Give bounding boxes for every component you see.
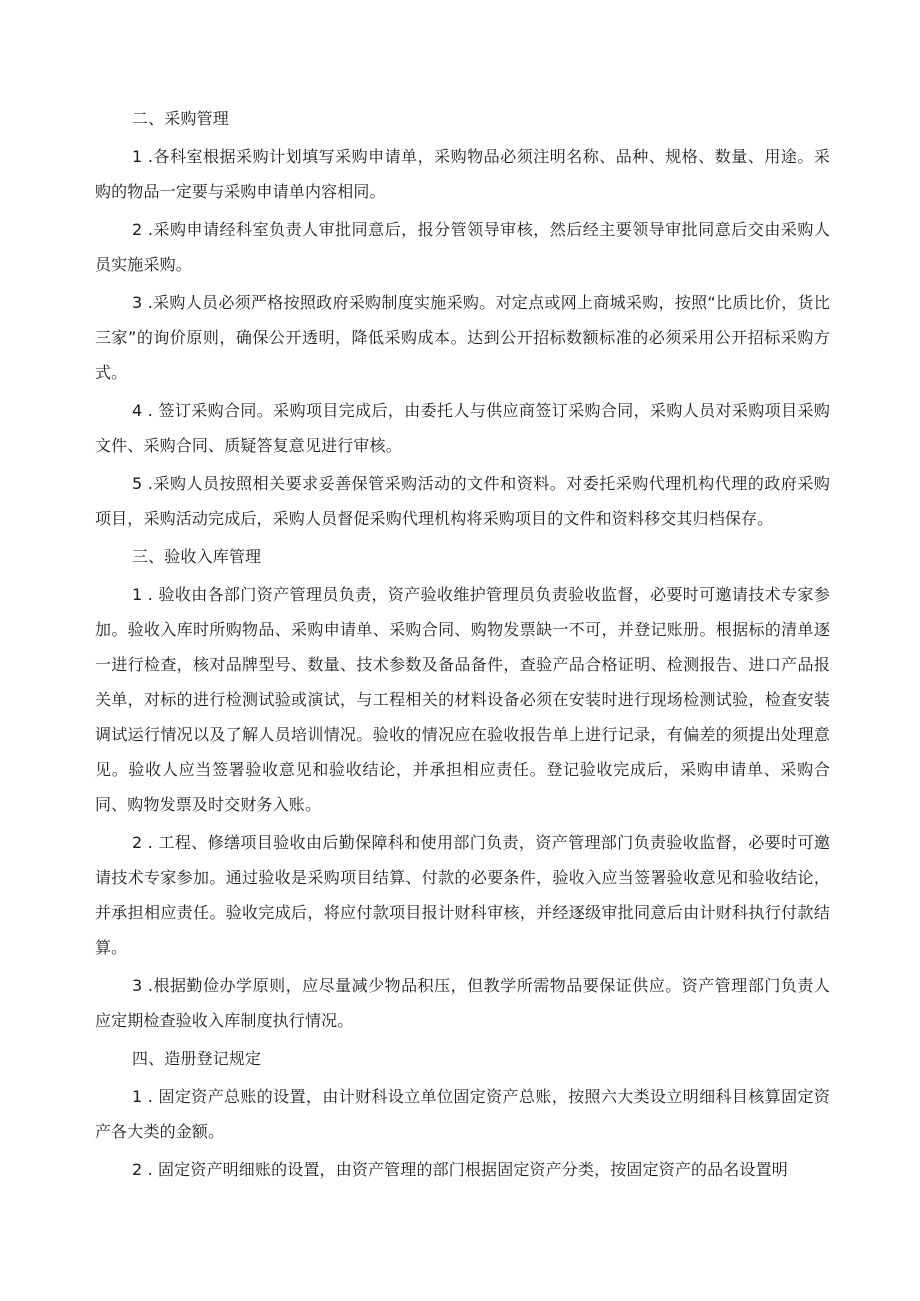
paragraph-procurement-1: 1 .各科室根据采购计划填写采购申请单，采购物品必须注明名称、品种、规格、数量、用途。采购的物品一定要与采购申请单内容相同。 (95, 147, 830, 201)
paragraph-procurement-2: 2 .采购申请经科室负责人审批同意后，报分管领导审核，然后经主要领导审批同意后交由采购人员实施采购。 (95, 220, 830, 274)
section-heading-registration: 四、造册登记规定 (132, 1049, 262, 1068)
paragraph-procurement-5: 5 .采购人员按照相关要求妥善保管采购活动的文件和资料。对委托采购代理机构代理的政府采购项目，采购活动完成后，采购人员督促采购代理机构将采购项目的文件和资料移交其归档保存。 (95, 474, 830, 528)
section-heading-acceptance: 三、验收入库管理 (132, 547, 262, 566)
paragraph-acceptance-3: 3 .根据勤俭办学原则，应尽量减少物品积压，但教学所需物品要保证供应。资产管理部门负责人应定期检查验收入库制度执行情况。 (95, 976, 830, 1030)
paragraph-registration-2: 2 . 固定资产明细账的设置，由资产管理的部门根据固定资产分类，按固定资产的品名设置明 (132, 1160, 788, 1179)
paragraph-registration-1: 1 . 固定资产总账的设置，由计财科设立单位固定资产总账，按照六大类设立明细科目核算固定资产各大类的金额。 (95, 1087, 830, 1141)
section-heading-procurement: 二、采购管理 (132, 109, 229, 128)
paragraph-acceptance-2: 2 . 工程、修缮项目验收由后勤保障科和使用部门负责，资产管理部门负责验收监督，必要时可邀请技术专家参加。通过验收是采购项目结算、付款的必要条件，验收入应当签署验收意见和验收结论，并承担相应责任。验收完成后，将应付款项目报计财科审核，并经逐级审批同意后由计财科执行付款结算。 (95, 833, 830, 957)
paragraph-procurement-3: 3 .采购人员必须严格按照政府采购制度实施采购。对定点或网上商城采购，按照“比质比价，货比三家”的询价原则，确保公开透明，降低采购成本。达到公开招标数额标准的必须采用公开招标采购方式。 (95, 293, 830, 382)
document-body (95, 98, 830, 1187)
paragraph-procurement-4: 4 . 签订采购合同。采购项目完成后，由委托人与供应商签订采购合同，采购人员对采购项目采购文件、采购合同、质疑答复意见进行审核。 (95, 401, 830, 455)
paragraph-acceptance-1: 1 . 验收由各部门资产管理员负责，资产验收维护管理员负责验收监督，必要时可邀请技术专家参加。验收入库时所购物品、采购申请单、采购合同、购物发票缺一不可，并登记账册。根据标的清单逐一进行检查，核对品牌型号、数量、技术参数及备品备件，查验产品合格证明、检测报告、进口产品报关单，对标的进行检测试验或演试，与工程相关的材料设备必须在安装时进行现场检测试验，检查安装调试运行情况以及了解人员培训情况。验收的情况应在验收报告单上进行记录，有偏差的须提出处理意见。验收人应当签署验收意见和验收结论，并承担相应责任。登记验收完成后，采购申请单、采购合同、购物发票及时交财务入账。 (95, 585, 830, 814)
